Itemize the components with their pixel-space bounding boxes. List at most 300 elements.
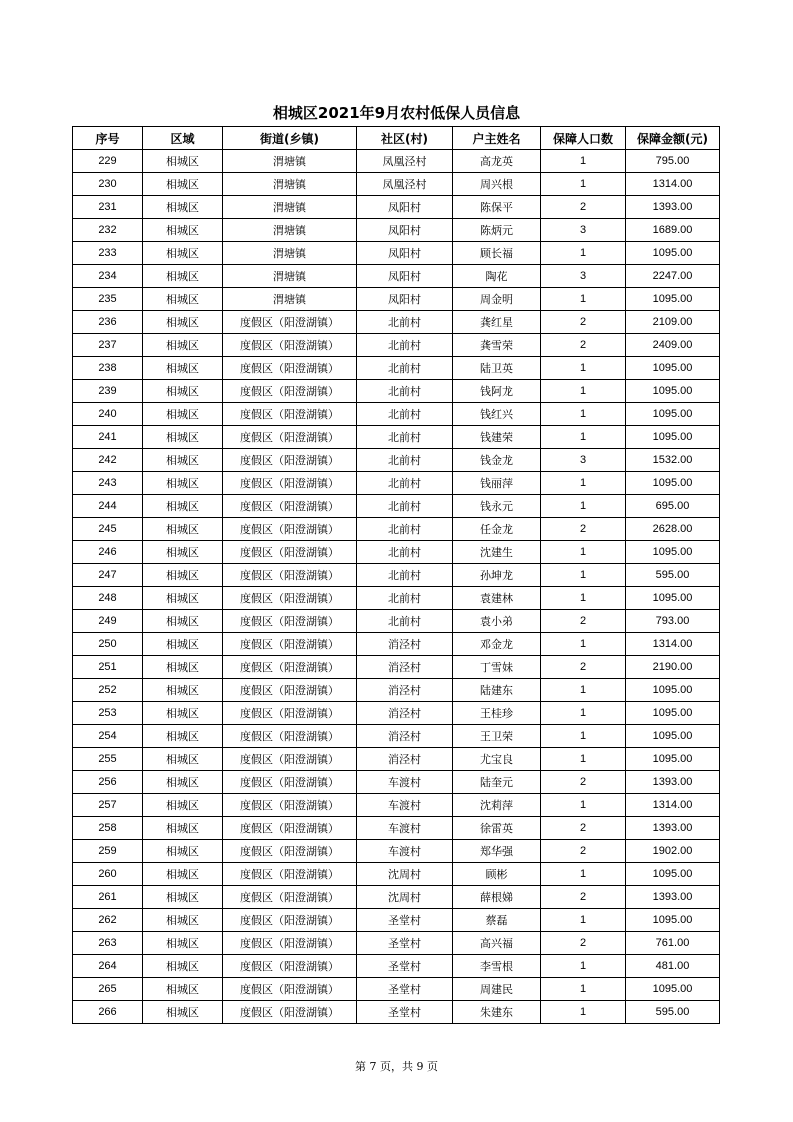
cell-seq: 255 xyxy=(73,748,143,771)
cell-householder: 周建民 xyxy=(453,978,541,1001)
cell-street: 度假区（阳澄湖镇） xyxy=(223,541,357,564)
cell-region: 相城区 xyxy=(143,449,223,472)
cell-seq: 235 xyxy=(73,288,143,311)
cell-householder: 顾长福 xyxy=(453,242,541,265)
cell-persons: 1 xyxy=(541,426,626,449)
table-row xyxy=(73,794,720,817)
cell-seq: 233 xyxy=(73,242,143,265)
cell-amount: 1393.00 xyxy=(626,196,720,219)
table-row xyxy=(73,311,720,334)
cell-persons: 3 xyxy=(541,265,626,288)
cell-community: 车渡村 xyxy=(357,771,453,794)
cell-amount: 1902.00 xyxy=(626,840,720,863)
cell-region: 相城区 xyxy=(143,587,223,610)
cell-street: 渭塘镇 xyxy=(223,150,357,173)
table-row xyxy=(73,472,720,495)
cell-persons: 1 xyxy=(541,403,626,426)
cell-region: 相城区 xyxy=(143,840,223,863)
cell-seq: 239 xyxy=(73,380,143,403)
table-row xyxy=(73,334,720,357)
cell-persons: 1 xyxy=(541,380,626,403)
cell-amount: 1095.00 xyxy=(626,380,720,403)
cell-street: 度假区（阳澄湖镇） xyxy=(223,564,357,587)
cell-community: 圣堂村 xyxy=(357,955,453,978)
table-row xyxy=(73,863,720,886)
table-row xyxy=(73,633,720,656)
cell-amount: 1095.00 xyxy=(626,357,720,380)
cell-region: 相城区 xyxy=(143,771,223,794)
cell-region: 相城区 xyxy=(143,909,223,932)
header-persons: 保障人口数 xyxy=(541,127,626,150)
cell-region: 相城区 xyxy=(143,380,223,403)
cell-street: 度假区（阳澄湖镇） xyxy=(223,840,357,863)
cell-householder: 陶花 xyxy=(453,265,541,288)
cell-seq: 264 xyxy=(73,955,143,978)
cell-community: 北前村 xyxy=(357,449,453,472)
cell-amount: 761.00 xyxy=(626,932,720,955)
cell-amount: 1095.00 xyxy=(626,748,720,771)
cell-seq: 262 xyxy=(73,909,143,932)
cell-seq: 236 xyxy=(73,311,143,334)
cell-persons: 2 xyxy=(541,518,626,541)
cell-amount: 1095.00 xyxy=(626,909,720,932)
cell-seq: 259 xyxy=(73,840,143,863)
cell-street: 度假区（阳澄湖镇） xyxy=(223,748,357,771)
cell-householder: 高龙英 xyxy=(453,150,541,173)
cell-householder: 尤宝良 xyxy=(453,748,541,771)
cell-community: 凤阳村 xyxy=(357,219,453,242)
cell-seq: 240 xyxy=(73,403,143,426)
cell-street: 度假区（阳澄湖镇） xyxy=(223,771,357,794)
cell-street: 度假区（阳澄湖镇） xyxy=(223,978,357,1001)
cell-persons: 1 xyxy=(541,357,626,380)
cell-community: 凤凰泾村 xyxy=(357,150,453,173)
table-body xyxy=(73,150,720,1024)
cell-amount: 1095.00 xyxy=(626,288,720,311)
cell-street: 度假区（阳澄湖镇） xyxy=(223,817,357,840)
cell-region: 相城区 xyxy=(143,817,223,840)
cell-amount: 2409.00 xyxy=(626,334,720,357)
cell-persons: 1 xyxy=(541,587,626,610)
cell-street: 度假区（阳澄湖镇） xyxy=(223,403,357,426)
cell-region: 相城区 xyxy=(143,1001,223,1024)
cell-householder: 袁小弟 xyxy=(453,610,541,633)
cell-street: 度假区（阳澄湖镇） xyxy=(223,794,357,817)
cell-persons: 1 xyxy=(541,909,626,932)
cell-region: 相城区 xyxy=(143,978,223,1001)
cell-community: 北前村 xyxy=(357,403,453,426)
cell-householder: 周金明 xyxy=(453,288,541,311)
cell-street: 渭塘镇 xyxy=(223,173,357,196)
cell-seq: 232 xyxy=(73,219,143,242)
cell-seq: 253 xyxy=(73,702,143,725)
cell-region: 相城区 xyxy=(143,426,223,449)
cell-street: 度假区（阳澄湖镇） xyxy=(223,955,357,978)
page-title: 相城区2021年9月农村低保人员信息 xyxy=(272,104,521,122)
table-row xyxy=(73,564,720,587)
cell-street: 度假区（阳澄湖镇） xyxy=(223,909,357,932)
table-row xyxy=(73,150,720,173)
cell-community: 北前村 xyxy=(357,495,453,518)
cell-householder: 钱金龙 xyxy=(453,449,541,472)
cell-amount: 1095.00 xyxy=(626,403,720,426)
table-row xyxy=(73,748,720,771)
cell-community: 北前村 xyxy=(357,518,453,541)
cell-amount: 1095.00 xyxy=(626,863,720,886)
cell-householder: 钱建荣 xyxy=(453,426,541,449)
cell-community: 车渡村 xyxy=(357,794,453,817)
cell-region: 相城区 xyxy=(143,150,223,173)
cell-amount: 2628.00 xyxy=(626,518,720,541)
cell-householder: 钱永元 xyxy=(453,495,541,518)
cell-householder: 任金龙 xyxy=(453,518,541,541)
cell-region: 相城区 xyxy=(143,748,223,771)
cell-amount: 2190.00 xyxy=(626,656,720,679)
cell-seq: 266 xyxy=(73,1001,143,1024)
cell-community: 消泾村 xyxy=(357,725,453,748)
cell-householder: 王卫荣 xyxy=(453,725,541,748)
cell-region: 相城区 xyxy=(143,357,223,380)
cell-seq: 243 xyxy=(73,472,143,495)
cell-householder: 丁雪妹 xyxy=(453,656,541,679)
table-row xyxy=(73,403,720,426)
cell-amount: 1095.00 xyxy=(626,541,720,564)
table-row xyxy=(73,357,720,380)
table-row xyxy=(73,610,720,633)
cell-householder: 朱建东 xyxy=(453,1001,541,1024)
cell-persons: 1 xyxy=(541,748,626,771)
cell-householder: 蔡磊 xyxy=(453,909,541,932)
cell-amount: 1095.00 xyxy=(626,242,720,265)
cell-householder: 孙坤龙 xyxy=(453,564,541,587)
cell-community: 消泾村 xyxy=(357,748,453,771)
cell-householder: 陆建东 xyxy=(453,679,541,702)
cell-persons: 3 xyxy=(541,449,626,472)
cell-amount: 595.00 xyxy=(626,1001,720,1024)
cell-amount: 1314.00 xyxy=(626,633,720,656)
cell-householder: 袁建林 xyxy=(453,587,541,610)
cell-persons: 2 xyxy=(541,196,626,219)
cell-amount: 1393.00 xyxy=(626,817,720,840)
cell-amount: 1095.00 xyxy=(626,978,720,1001)
cell-region: 相城区 xyxy=(143,334,223,357)
cell-community: 北前村 xyxy=(357,587,453,610)
cell-amount: 1689.00 xyxy=(626,219,720,242)
cell-persons: 1 xyxy=(541,702,626,725)
cell-persons: 3 xyxy=(541,219,626,242)
cell-community: 车渡村 xyxy=(357,817,453,840)
cell-seq: 257 xyxy=(73,794,143,817)
cell-community: 沈周村 xyxy=(357,886,453,909)
cell-persons: 1 xyxy=(541,288,626,311)
cell-householder: 郑华强 xyxy=(453,840,541,863)
cell-householder: 李雪根 xyxy=(453,955,541,978)
cell-street: 渭塘镇 xyxy=(223,288,357,311)
cell-persons: 2 xyxy=(541,334,626,357)
cell-community: 消泾村 xyxy=(357,702,453,725)
cell-street: 度假区（阳澄湖镇） xyxy=(223,495,357,518)
cell-amount: 1095.00 xyxy=(626,679,720,702)
cell-seq: 251 xyxy=(73,656,143,679)
cell-persons: 2 xyxy=(541,311,626,334)
cell-amount: 695.00 xyxy=(626,495,720,518)
cell-amount: 1095.00 xyxy=(626,472,720,495)
cell-region: 相城区 xyxy=(143,886,223,909)
cell-community: 凤阳村 xyxy=(357,265,453,288)
cell-persons: 1 xyxy=(541,978,626,1001)
cell-region: 相城区 xyxy=(143,196,223,219)
cell-region: 相城区 xyxy=(143,656,223,679)
cell-region: 相城区 xyxy=(143,495,223,518)
cell-region: 相城区 xyxy=(143,955,223,978)
cell-seq: 246 xyxy=(73,541,143,564)
cell-region: 相城区 xyxy=(143,863,223,886)
table-row xyxy=(73,242,720,265)
cell-region: 相城区 xyxy=(143,794,223,817)
cell-community: 圣堂村 xyxy=(357,978,453,1001)
cell-persons: 2 xyxy=(541,610,626,633)
cell-region: 相城区 xyxy=(143,265,223,288)
cell-region: 相城区 xyxy=(143,725,223,748)
cell-persons: 1 xyxy=(541,541,626,564)
cell-householder: 沈建生 xyxy=(453,541,541,564)
table-row xyxy=(73,656,720,679)
cell-persons: 2 xyxy=(541,656,626,679)
cell-seq: 260 xyxy=(73,863,143,886)
cell-region: 相城区 xyxy=(143,564,223,587)
cell-street: 度假区（阳澄湖镇） xyxy=(223,311,357,334)
cell-amount: 1314.00 xyxy=(626,794,720,817)
table-row xyxy=(73,426,720,449)
cell-amount: 595.00 xyxy=(626,564,720,587)
table-row xyxy=(73,219,720,242)
cell-street: 度假区（阳澄湖镇） xyxy=(223,587,357,610)
cell-persons: 2 xyxy=(541,886,626,909)
cell-seq: 247 xyxy=(73,564,143,587)
table-row xyxy=(73,771,720,794)
cell-region: 相城区 xyxy=(143,219,223,242)
table-row xyxy=(73,449,720,472)
cell-seq: 242 xyxy=(73,449,143,472)
cell-region: 相城区 xyxy=(143,633,223,656)
cell-street: 度假区（阳澄湖镇） xyxy=(223,679,357,702)
cell-street: 度假区（阳澄湖镇） xyxy=(223,518,357,541)
header-householder: 户主姓名 xyxy=(453,127,541,150)
cell-seq: 261 xyxy=(73,886,143,909)
cell-householder: 周兴根 xyxy=(453,173,541,196)
cell-street: 度假区（阳澄湖镇） xyxy=(223,380,357,403)
table-row xyxy=(73,495,720,518)
cell-street: 度假区（阳澄湖镇） xyxy=(223,932,357,955)
table-row xyxy=(73,587,720,610)
cell-seq: 265 xyxy=(73,978,143,1001)
table-row xyxy=(73,886,720,909)
table-row xyxy=(73,541,720,564)
cell-amount: 2109.00 xyxy=(626,311,720,334)
cell-street: 度假区（阳澄湖镇） xyxy=(223,863,357,886)
cell-householder: 徐雷英 xyxy=(453,817,541,840)
cell-street: 度假区（阳澄湖镇） xyxy=(223,886,357,909)
cell-community: 沈周村 xyxy=(357,863,453,886)
cell-seq: 248 xyxy=(73,587,143,610)
cell-street: 渭塘镇 xyxy=(223,242,357,265)
cell-persons: 1 xyxy=(541,794,626,817)
cell-seq: 252 xyxy=(73,679,143,702)
cell-amount: 1095.00 xyxy=(626,587,720,610)
cell-region: 相城区 xyxy=(143,932,223,955)
cell-region: 相城区 xyxy=(143,311,223,334)
cell-seq: 241 xyxy=(73,426,143,449)
cell-street: 度假区（阳澄湖镇） xyxy=(223,1001,357,1024)
cell-region: 相城区 xyxy=(143,288,223,311)
table-row xyxy=(73,702,720,725)
cell-seq: 245 xyxy=(73,518,143,541)
cell-amount: 1393.00 xyxy=(626,886,720,909)
cell-street: 渭塘镇 xyxy=(223,219,357,242)
table-row xyxy=(73,679,720,702)
cell-street: 度假区（阳澄湖镇） xyxy=(223,610,357,633)
table-row xyxy=(73,817,720,840)
cell-street: 度假区（阳澄湖镇） xyxy=(223,725,357,748)
cell-community: 北前村 xyxy=(357,564,453,587)
cell-persons: 2 xyxy=(541,817,626,840)
cell-persons: 1 xyxy=(541,1001,626,1024)
cell-persons: 1 xyxy=(541,725,626,748)
cell-street: 度假区（阳澄湖镇） xyxy=(223,334,357,357)
cell-region: 相城区 xyxy=(143,403,223,426)
data-table xyxy=(72,126,720,1024)
cell-street: 渭塘镇 xyxy=(223,196,357,219)
header-amount: 保障金额(元) xyxy=(626,127,720,150)
cell-persons: 1 xyxy=(541,242,626,265)
cell-street: 度假区（阳澄湖镇） xyxy=(223,357,357,380)
table-header-row xyxy=(73,127,720,150)
cell-seq: 244 xyxy=(73,495,143,518)
cell-householder: 高兴福 xyxy=(453,932,541,955)
cell-street: 渭塘镇 xyxy=(223,265,357,288)
cell-street: 度假区（阳澄湖镇） xyxy=(223,633,357,656)
cell-householder: 沈莉萍 xyxy=(453,794,541,817)
table-row xyxy=(73,955,720,978)
cell-persons: 1 xyxy=(541,472,626,495)
cell-persons: 1 xyxy=(541,955,626,978)
cell-persons: 1 xyxy=(541,679,626,702)
cell-community: 凤阳村 xyxy=(357,288,453,311)
cell-householder: 陈保平 xyxy=(453,196,541,219)
cell-persons: 1 xyxy=(541,863,626,886)
cell-householder: 钱丽萍 xyxy=(453,472,541,495)
cell-householder: 薛根娣 xyxy=(453,886,541,909)
table-row xyxy=(73,978,720,1001)
cell-seq: 249 xyxy=(73,610,143,633)
cell-community: 北前村 xyxy=(357,610,453,633)
table-row xyxy=(73,909,720,932)
cell-region: 相城区 xyxy=(143,518,223,541)
cell-householder: 陆卫英 xyxy=(453,357,541,380)
table-row xyxy=(73,196,720,219)
cell-persons: 1 xyxy=(541,633,626,656)
cell-persons: 1 xyxy=(541,495,626,518)
cell-community: 消泾村 xyxy=(357,679,453,702)
cell-seq: 254 xyxy=(73,725,143,748)
cell-seq: 250 xyxy=(73,633,143,656)
cell-householder: 龚雪荣 xyxy=(453,334,541,357)
cell-seq: 256 xyxy=(73,771,143,794)
cell-householder: 王桂珍 xyxy=(453,702,541,725)
header-region: 区域 xyxy=(143,127,223,150)
cell-seq: 263 xyxy=(73,932,143,955)
table-row xyxy=(73,288,720,311)
table-row xyxy=(73,518,720,541)
cell-householder: 邓金龙 xyxy=(453,633,541,656)
cell-amount: 1095.00 xyxy=(626,725,720,748)
cell-amount: 1393.00 xyxy=(626,771,720,794)
cell-householder: 龚红星 xyxy=(453,311,541,334)
cell-seq: 231 xyxy=(73,196,143,219)
cell-region: 相城区 xyxy=(143,242,223,265)
cell-street: 度假区（阳澄湖镇） xyxy=(223,656,357,679)
cell-community: 北前村 xyxy=(357,311,453,334)
cell-community: 凤凰泾村 xyxy=(357,173,453,196)
cell-community: 北前村 xyxy=(357,472,453,495)
cell-street: 度假区（阳澄湖镇） xyxy=(223,449,357,472)
cell-community: 北前村 xyxy=(357,541,453,564)
table-row xyxy=(73,932,720,955)
cell-community: 北前村 xyxy=(357,426,453,449)
cell-community: 圣堂村 xyxy=(357,932,453,955)
cell-street: 度假区（阳澄湖镇） xyxy=(223,472,357,495)
header-street: 街道(乡镇) xyxy=(223,127,357,150)
cell-community: 消泾村 xyxy=(357,633,453,656)
cell-persons: 2 xyxy=(541,771,626,794)
cell-community: 北前村 xyxy=(357,334,453,357)
page-footer: 第 7 页，共 9 页 xyxy=(355,1060,438,1073)
cell-region: 相城区 xyxy=(143,610,223,633)
cell-amount: 793.00 xyxy=(626,610,720,633)
table-row xyxy=(73,725,720,748)
cell-amount: 2247.00 xyxy=(626,265,720,288)
cell-amount: 795.00 xyxy=(626,150,720,173)
cell-community: 圣堂村 xyxy=(357,909,453,932)
header-community: 社区(村) xyxy=(357,127,453,150)
cell-seq: 237 xyxy=(73,334,143,357)
cell-region: 相城区 xyxy=(143,679,223,702)
cell-community: 北前村 xyxy=(357,380,453,403)
cell-community: 消泾村 xyxy=(357,656,453,679)
cell-seq: 230 xyxy=(73,173,143,196)
cell-community: 凤阳村 xyxy=(357,196,453,219)
cell-householder: 陈炳元 xyxy=(453,219,541,242)
cell-region: 相城区 xyxy=(143,541,223,564)
cell-seq: 234 xyxy=(73,265,143,288)
table-row xyxy=(73,380,720,403)
cell-persons: 1 xyxy=(541,150,626,173)
cell-community: 北前村 xyxy=(357,357,453,380)
cell-community: 车渡村 xyxy=(357,840,453,863)
cell-persons: 1 xyxy=(541,173,626,196)
cell-householder: 顾彬 xyxy=(453,863,541,886)
cell-region: 相城区 xyxy=(143,472,223,495)
table-row xyxy=(73,840,720,863)
cell-householder: 钱红兴 xyxy=(453,403,541,426)
cell-seq: 258 xyxy=(73,817,143,840)
cell-amount: 481.00 xyxy=(626,955,720,978)
cell-street: 度假区（阳澄湖镇） xyxy=(223,702,357,725)
table-row xyxy=(73,265,720,288)
cell-community: 圣堂村 xyxy=(357,1001,453,1024)
cell-persons: 1 xyxy=(541,564,626,587)
cell-persons: 2 xyxy=(541,932,626,955)
